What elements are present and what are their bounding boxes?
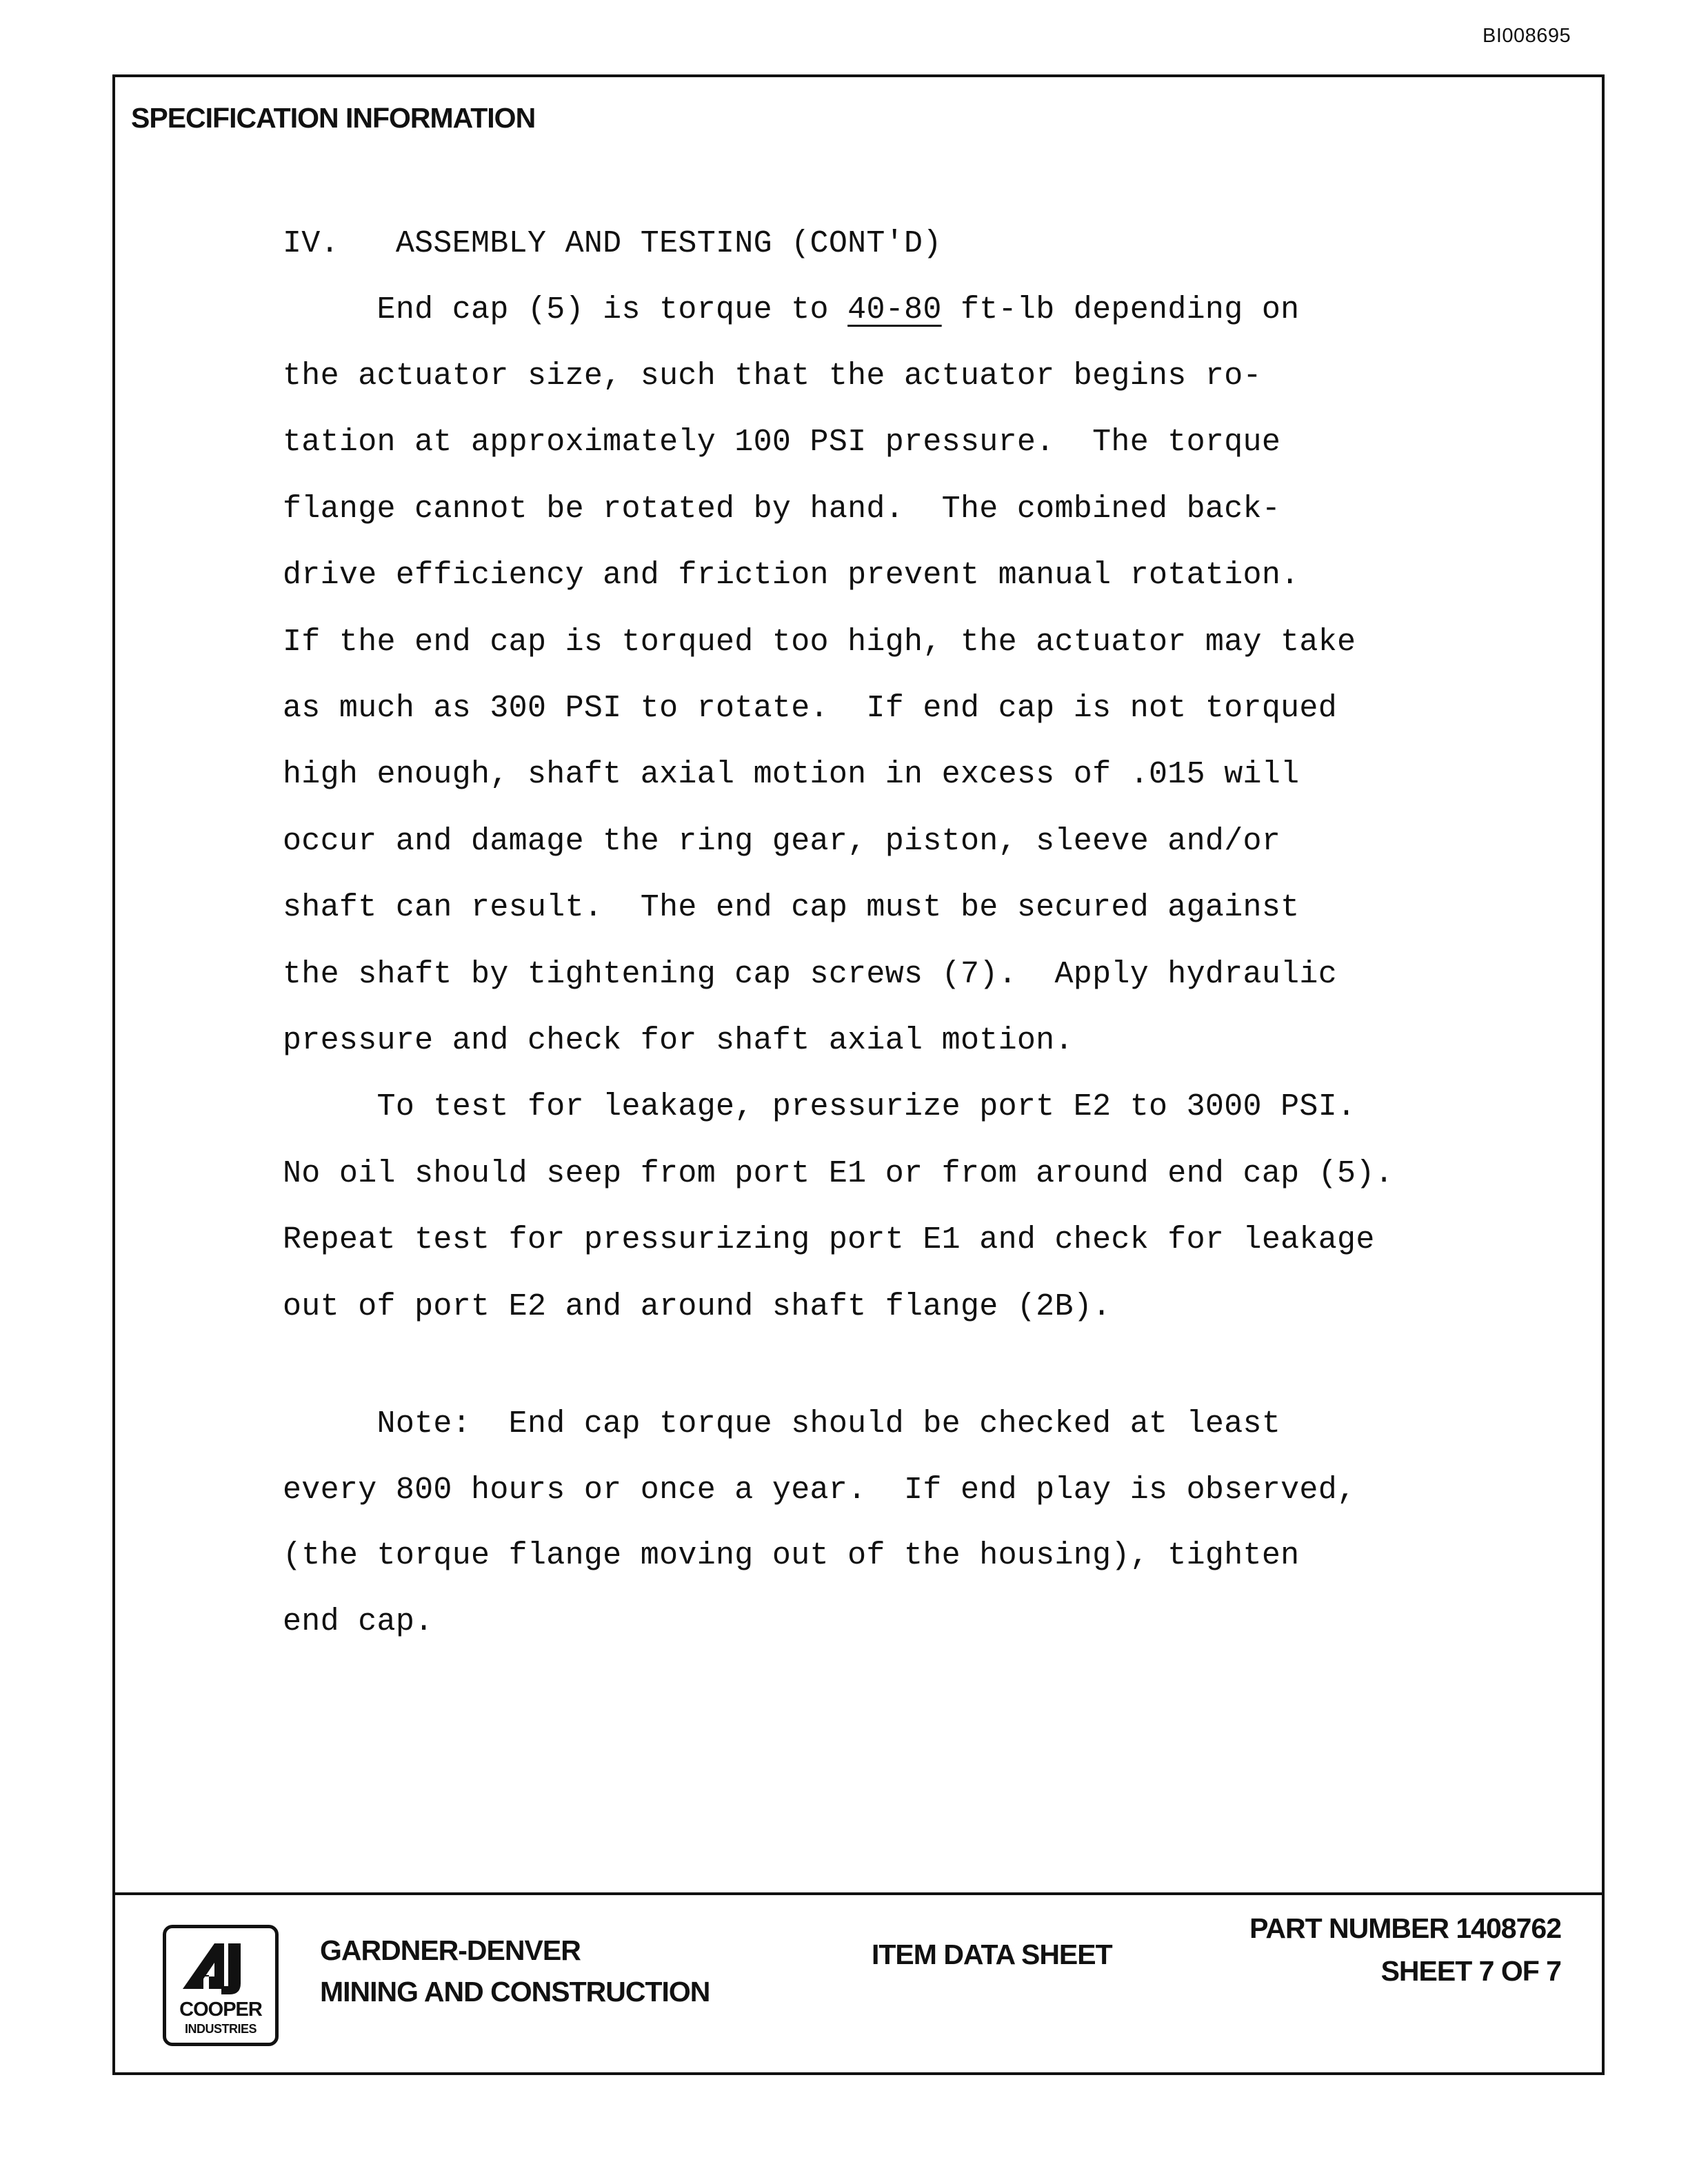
body-line: shaft can result. The end cap must be secured against bbox=[283, 890, 1300, 926]
torque-range: 40-80 bbox=[847, 292, 942, 327]
sheet-number: SHEET 7 OF 7 bbox=[1380, 1955, 1561, 1987]
section-heading: IV. ASSEMBLY AND TESTING (CONT'D) bbox=[283, 226, 942, 261]
body-line: occur and damage the ring gear, piston, sleeve and/or bbox=[283, 823, 1281, 859]
body-line: flange cannot be rotated by hand. The combined back- bbox=[283, 491, 1281, 527]
part-number: PART NUMBER 1408762 bbox=[1249, 1912, 1561, 1944]
body-line: the actuator size, such that the actuator begins ro- bbox=[283, 358, 1262, 394]
body-line: To test for leakage, pressurize port E2 to 3000 PSI. bbox=[283, 1089, 1356, 1125]
footer-divider bbox=[112, 1892, 1605, 1895]
note-line: end cap. bbox=[283, 1604, 434, 1639]
company-name: GARDNER-DENVER bbox=[320, 1934, 581, 1966]
paragraph-first-line bbox=[283, 292, 1299, 327]
text-run: End cap (5) is torque to bbox=[283, 292, 848, 327]
cooper-logo bbox=[163, 1925, 279, 2046]
body-line: If the end cap is torqued too high, the actuator may take bbox=[283, 624, 1356, 660]
logo-subtitle: INDUSTRIES bbox=[184, 2022, 257, 2036]
note-line: (the torque flange moving out of the housing), tighten bbox=[283, 1538, 1300, 1574]
body-line: out of port E2 and around shaft flange (2B). bbox=[283, 1288, 1112, 1324]
text-run: ft-lb depending on bbox=[941, 292, 1300, 327]
note-line: every 800 hours or once a year. If end play is observed, bbox=[283, 1472, 1356, 1508]
body-line: tation at approximately 100 PSI pressure. The torque bbox=[283, 425, 1281, 461]
body-line: the shaft by tightening cap screws (7). Apply hydraulic bbox=[283, 956, 1338, 992]
body-line: drive efficiency and friction prevent manual rotation. bbox=[283, 558, 1300, 594]
cooper-logo-icon bbox=[179, 1935, 263, 1997]
body-line: pressure and check for shaft axial motion. bbox=[283, 1023, 1074, 1058]
company-division: MINING AND CONSTRUCTION bbox=[320, 1976, 710, 2008]
page-title: SPECIFICATION INFORMATION bbox=[131, 102, 536, 134]
body-line: No oil should seep from port E1 or from around end cap (5). bbox=[283, 1155, 1394, 1191]
body-line: as much as 300 PSI to rotate. If end cap is not torqued bbox=[283, 691, 1338, 726]
body-line: Repeat test for pressurizing port E1 and check for leakage bbox=[283, 1222, 1375, 1258]
logo-name: COOPER bbox=[179, 1999, 262, 2021]
item-data-sheet-label: ITEM DATA SHEET bbox=[872, 1939, 1112, 1970]
note-line: Note: End cap torque should be checked at least bbox=[283, 1406, 1281, 1442]
document-id: BI008695 bbox=[1483, 25, 1571, 47]
body-line: high enough, shaft axial motion in excess of .015 will bbox=[283, 757, 1300, 793]
